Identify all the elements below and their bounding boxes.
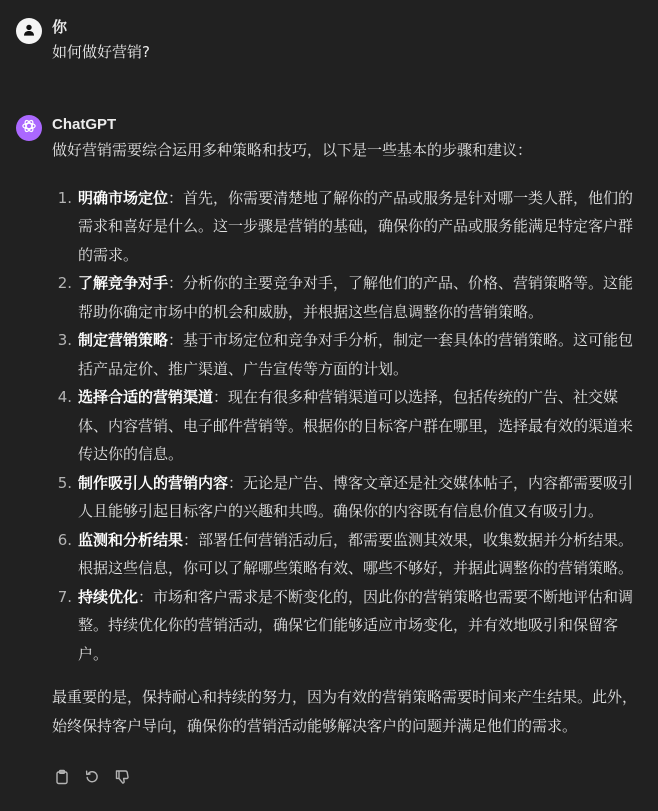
user-sender-name: 你 bbox=[52, 19, 68, 36]
list-item-text: ：分析你的主要竞争对手，了解他们的产品、价格、营销策略等。这能帮助你确定市场中的机会和威胁，并根据这些信息调整你的营销策略。 bbox=[78, 274, 634, 321]
message-actions bbox=[52, 767, 132, 787]
list-item-title: 选择合适的营销渠道 bbox=[78, 388, 214, 406]
list-item-text: ：基于市场定位和竞争对手分析，制定一套具体的营销策略。这可能包括产品定价、推广渠道、广告宣传等方面的计划。 bbox=[78, 331, 634, 378]
list-item bbox=[57, 383, 644, 469]
list-item-number: 2. bbox=[57, 274, 72, 292]
list-item bbox=[57, 526, 644, 583]
assistant-avatar bbox=[16, 115, 42, 141]
steps-list bbox=[52, 184, 644, 669]
list-item bbox=[57, 326, 644, 383]
list-item bbox=[57, 184, 644, 270]
list-item-text: ：部署任何营销活动后，都需要监测其效果，收集数据并分析结果。根据这些信息，你可以了解哪些策略有效、哪些不够好，并据此调整你的营销策略。 bbox=[78, 530, 634, 577]
list-item bbox=[57, 583, 644, 669]
list-item-number: 7. bbox=[57, 587, 72, 606]
list-item-number: 1. bbox=[57, 188, 72, 207]
list-item bbox=[57, 269, 644, 326]
user-icon bbox=[22, 22, 36, 41]
thumbs-down-button[interactable] bbox=[112, 767, 132, 787]
list-item-number: 5. bbox=[57, 473, 72, 492]
clipboard-icon bbox=[54, 769, 70, 785]
regenerate-icon bbox=[84, 769, 100, 785]
copy-button[interactable] bbox=[52, 767, 72, 787]
list-item-text: ：首先，你需要清楚地了解你的产品或服务是针对哪一类人群，他们的需求和喜好是什么。这一步骤是营销的基础，确保你的产品或服务能满足特定客户群的需求。 bbox=[78, 188, 634, 264]
assistant-conclusion: 最重要的是，保持耐心和持续的努力，因为有效的营销策略需要时间来产生结果。此外，始终保持客户导向，确保你的营销活动能够解决客户的问题并满足他们的需求。 bbox=[52, 688, 638, 735]
list-item-title: 监测和分析结果 bbox=[78, 530, 184, 549]
list-item-title: 制定营销策略 bbox=[78, 331, 169, 349]
list-item-number: 3. bbox=[57, 331, 72, 349]
list-item-title: 制作吸引人的营销内容 bbox=[78, 473, 229, 492]
list-item-text: ：无论是广告、博客文章还是社交媒体帖子，内容都需要吸引人且能够引起目标客户的兴趣和共鸣。确保你的内容既有信息价值又有吸引力。 bbox=[78, 473, 634, 520]
regenerate-button[interactable] bbox=[82, 767, 102, 787]
list-item-text: ：现在有很多种营销渠道可以选择，包括传统的广告、社交媒体、内容营销、电子邮件营销等。根据你的目标客户群在哪里，选择最有效的渠道来传达你的信息。 bbox=[78, 388, 634, 463]
list-item-number: 4. bbox=[57, 388, 72, 406]
assistant-sender-name: ChatGPT bbox=[52, 116, 117, 133]
list-item-title: 了解竞争对手 bbox=[78, 274, 169, 292]
list-item bbox=[57, 469, 644, 526]
user-message-text: 如何做好营销? bbox=[52, 43, 150, 61]
thumbs-down-icon bbox=[114, 769, 130, 785]
user-avatar bbox=[16, 18, 42, 44]
list-item-number: 6. bbox=[57, 530, 72, 549]
openai-logo-icon bbox=[20, 117, 38, 139]
list-item-text: ：市场和客户需求是不断变化的，因此你的营销策略也需要不断地评估和调整。持续优化你的营销活动，确保它们能够适应市场变化，并有效地吸引和保留客户。 bbox=[78, 587, 634, 663]
list-item-title: 持续优化 bbox=[78, 587, 139, 606]
list-item-title: 明确市场定位 bbox=[78, 188, 169, 207]
assistant-intro: 做好营销需要综合运用多种策略和技巧，以下是一些基本的步骤和建议： bbox=[52, 141, 533, 159]
assistant-message-body bbox=[52, 136, 644, 740]
